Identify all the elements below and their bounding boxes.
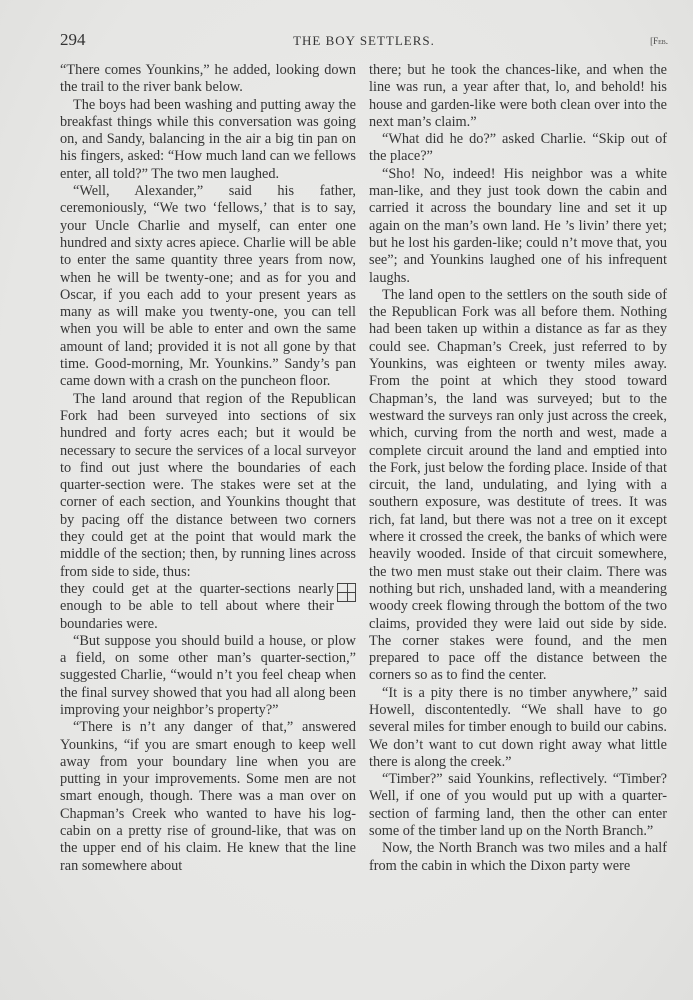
- paragraph: Now, the North Branch was two miles and a half from the cabin in which the Dixon party were: [369, 840, 667, 874]
- paragraph: The land around that region of the Republican Fork had been surveyed into sections of six hundred and forty acres each; but it would be necessary to secure the services of a local surveyor to find out just where the boundaries of each quarter-section were. The stakes were set at the corner of each section, and Younkins thought that by pacing off the distance between two corners they could get at the point that would mark the middle of the section; then, by running lines across from side to side, thus:: [60, 390, 356, 580]
- right-column: [369, 62, 667, 875]
- paragraph-text: they could get at the quarter-sections nearly enough to be able to tell about where their boundaries were.: [60, 580, 334, 632]
- running-head: [60, 30, 668, 52]
- quarter-section-grid-icon: [337, 583, 356, 602]
- paragraph: “There is n’t any danger of that,” answered Younkins, “if you are smart enough to keep well away from your boundary line when you are putting in your improvements. Some men are not smart enough, though. There was a man over on Chapman’s Creek who wanted to have his log-cabin on a pretty rise of ground-like, that was on the upper end of his claim. He knew that the line ran somewhere about: [60, 719, 356, 874]
- paragraph-with-figure: [60, 581, 356, 633]
- left-column: [60, 62, 356, 875]
- month-label: [Feb.: [650, 36, 668, 46]
- page-number: 294: [60, 30, 86, 49]
- paragraph: The land open to the settlers on the south side of the Republican Fork was all before them. Nothing had been taken up within a distance as far as they could see. Chapman’s Creek, just referred to by Younkins, was eighteen or twenty miles away. From the point at which they stood toward Chapman’s, the land was surveyed; but to the westward the surveys ran only just across the creek, which, curving from the north and west, made a complete circuit around the land and emptied into the Fork, just below the fording place. Inside of that circuit, the land, undulating, and lying with a southern exposure, was destitute of trees. It was rich, fat land, but there was not a tree on it except where it crossed the creek, the banks of which were heavily wooded. Inside of that circuit somewhere, the two men must stake out their claim. There was nothing but rich, unshaded land, with a meandering woody creek flowing through the bottom of the two claims, provided they were laid out side by side. The corner stakes were found, and the men prepared to pace off the distance between the corners so as to find the center.: [369, 286, 667, 684]
- paragraph: “Timber?” said Younkins, reflectively. “Timber? Well, if one of you would put up with a quarter-section of farming land, then the other can enter some of the timber land up on the North Branch.”: [369, 771, 667, 840]
- paragraph: “But suppose you should build a house, or plow a field, on some other man’s quarter-section,” suggested Charlie, “would n’t you feel cheap when the final survey showed that you had all along been improving your neighbor’s property?”: [60, 632, 356, 718]
- paragraph: The boys had been washing and putting away the breakfast things while this conversation was going on, and Sandy, balancing in the air a big tin pan on his fingers, asked: “How much land can we fellows enter, all told?” The two men laughed.: [60, 96, 356, 182]
- running-title: THE BOY SETTLERS.: [293, 33, 435, 48]
- paragraph: “Sho! No, indeed! His neighbor was a white man-like, and they just took down the cabin and carried it across the boundary line and set it up again on the man’s own land. He ’s livin’ there yet; but he lost his garden-like; could n’t move that, you see”; and Younkins laughed one of his infrequent laughs.: [369, 165, 667, 286]
- paragraph: “There comes Younkins,” he added, looking down the trail to the river bank below.: [60, 62, 356, 96]
- paragraph: “Well, Alexander,” said his father, ceremoniously, “We two ‘fellows,’ that is to say, your Uncle Charlie and myself, can enter one hundred and sixty acres apiece. Charlie will be able to enter the same quantity three years from now, when he will be twenty-one; and as for you and Oscar, if you each add to your present years as many as will make you twenty-one, you can tell when you will be able to enter and own the same amount of land; provided it is not all gone by that time. Good-morning, Mr. Younkins.” Sandy’s pan came down with a crash on the puncheon floor.: [60, 183, 356, 390]
- paragraph: “What did he do?” asked Charlie. “Skip out of the place?”: [369, 131, 667, 165]
- paragraph: “It is a pity there is no timber anywhere,” said Howell, discontentedly. “We shall have to go several miles for timber enough to build our cabins. We don’t want to cut down right away what little there is along the creek.”: [369, 684, 667, 770]
- paragraph: there; but he took the chances-like, and when the line was run, a year after that, lo, and behold! his house and garden-like were both clean over into the next man’s claim.”: [369, 62, 667, 130]
